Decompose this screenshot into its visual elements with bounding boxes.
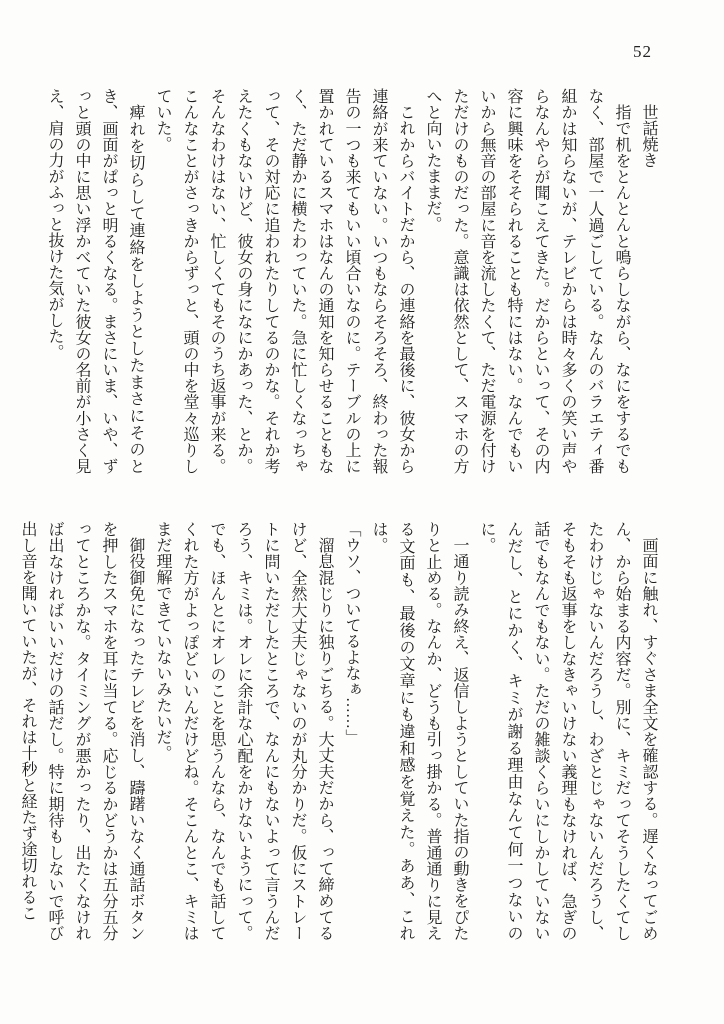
story-paragraph: これからバイトだから、の連絡を最後に、彼女から連絡が来ていない。いつもならそろそろ、終わった報告の一つも来てもいい頃合いなのに。テーブルの上に置かれているスマホはなんの通知を知らせることもなく、ただ静かに横たわっていた。急に忙しくなっちゃって、その対応に追われたりしてるのかな。それか考えたくもないけど、彼女の身になにかあった、とか。そんなわけはない、忙しくてもそのうち返事が来る。こんなことがさっきからずっと、頭の中を堂々巡りしていた。 — [154, 88, 414, 474]
story-paragraph: 痺れを切らして連絡をしようとしたまさにそのとき、画面がぱっと明るくなる。まさにいま、いや、ずっと頭の中に思い浮かべていた彼女の名前が小さく見え、肩の力がふっと抜けた気がした。 — [46, 88, 144, 474]
story-title: 世話焼き — [640, 104, 657, 168]
story-paragraph: 御役御免になったテレビを消し、躊躇いなく通話ボタンを押したスマホを耳に当てる。応じるかどうかは五分五分ってところかな。タイミングが悪かったり、出たくなければ出なければいいだけの話だし。特に期待もしないで呼び出し音を聞いていたが、それは十秒と経たず途切れるこ — [19, 521, 144, 941]
story-paragraph: 画面に触れ、すぐさま全文を確認する。遅くなってごめん、から始まる内容だ。別に、キミだってそうしたくてしたわけじゃないんだろうし、わざとじゃないんだろうし、そもそも返事をしなきゃいけない義理もなければ、急ぎの話でもなんでもない。ただの雑談くらいにしかしていないんだし、とにかく、キミが謝る理由なんて何一つないのに。 — [478, 521, 657, 941]
lower-text-block — [14, 521, 662, 941]
page-number: 52 — [633, 42, 652, 61]
story-paragraph: 溜息混じりに独りごちる。大丈夫だから、って締めてるけど、全然大丈夫じゃないのが丸分かりだ。仮にストレートに問いただしたところで、なんにもないよって言うんだろう、キミは。オレに余計な心配をかけないようにって。でも、ほんとにオレのことを思うんなら、なんでも話してくれた方がよっぽどいいんだけどね。そこんとこ、キミはまだ理解できていないみたいだ。 — [154, 521, 333, 941]
story-dialogue-line: 「ウソ、ついてるよなぁ……」 — [343, 521, 360, 745]
upper-text-block — [41, 88, 662, 474]
story-paragraph: 一通り読み終え、返信しようとしていた指の動きをぴたりと止める。なんか、どうも引っ掛かる。普通通りに見える文面も、最後の文章にも違和感を覚えた。ああ、これは。 — [370, 521, 468, 942]
story-paragraph: 指で机をとんとんと鳴らしながら、なにをするでもなく、部屋で一人過ごしている。なんのバラエティ番組かは知らないが、テレビからは時々多くの笑い声やらなんやらが聞こえてきた。だからといって、その内容に興味をそそられることも特にはない。なんでもいいから無音の部屋に音を流したくて、ただ電源を付けただけのものだった。意識は依然として、スマホの方へと向いたままだ。 — [424, 88, 630, 474]
